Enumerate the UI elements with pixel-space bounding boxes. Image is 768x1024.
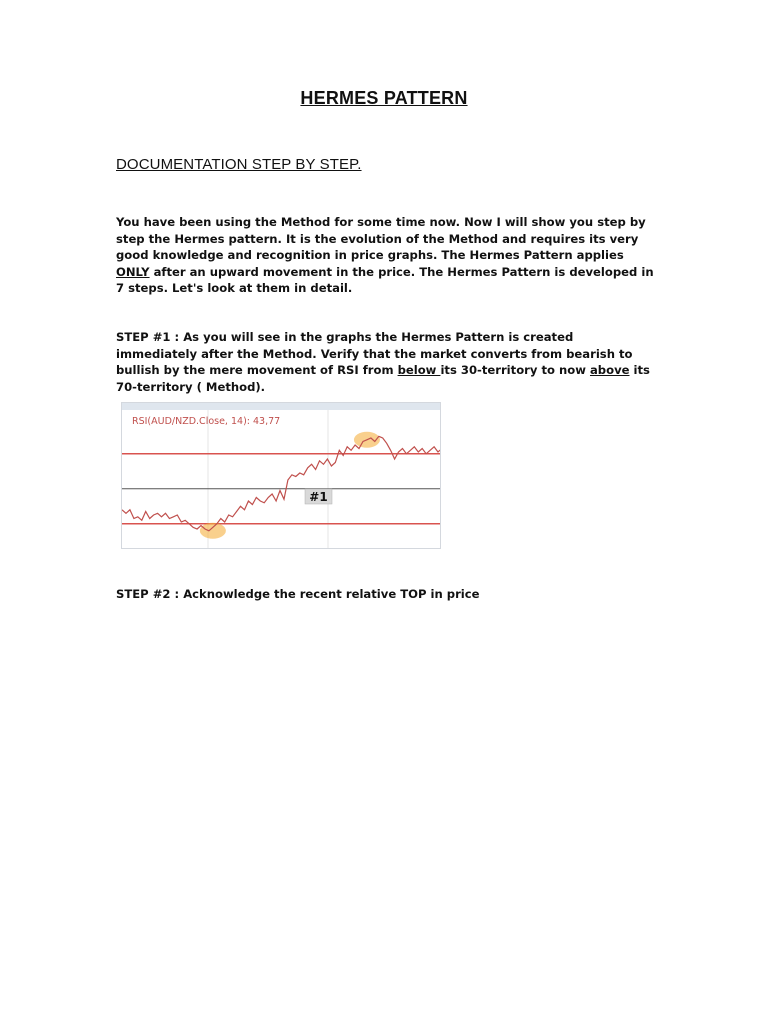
highlight-marker: [200, 523, 226, 539]
step-label: #1: [309, 490, 328, 504]
chart-header-bar: [122, 403, 441, 410]
rsi-series-line: [122, 436, 441, 531]
step1-below-emphasis: below: [397, 363, 441, 377]
step2-paragraph: STEP #2 : Acknowledge the recent relative TOP in price: [116, 587, 480, 601]
step1-above-emphasis: above: [589, 363, 630, 377]
chart-title: RSI(AUD/NZD.Close, 14): 43,77: [132, 416, 281, 427]
rsi-chart: [122, 403, 441, 549]
step1-text-1: STEP #1 : As you will see in the graphs the Hermes Pattern is created immediately after the Method. Verify that the market converts from bearish to bullish by the mere movement of RSI from: [116, 330, 633, 377]
document-title: HERMES PATTERN: [300, 88, 468, 108]
rsi-chart-image: [121, 402, 441, 549]
intro-text-2: after an upward movement in the price. The Hermes Pattern is developed in 7 steps. Let's look at them in detail.: [116, 264, 654, 295]
intro-text-1: You have been using the Method for some time now. Now I will show you step by step the Hermes pattern. It is the evolution of the Method and requires its very good knowledge and recognition in price graphs. The Hermes Pattern applies: [116, 215, 646, 262]
step1-text-2: its 30-territory to now: [440, 363, 590, 377]
intro-only-emphasis: ONLY: [116, 264, 150, 279]
document-subtitle: DOCUMENTATION STEP BY STEP.: [116, 156, 362, 173]
step1-paragraph: [116, 329, 656, 395]
intro-paragraph: [116, 214, 656, 297]
step1-text-3: its 70-territory ( Method).: [116, 363, 650, 394]
